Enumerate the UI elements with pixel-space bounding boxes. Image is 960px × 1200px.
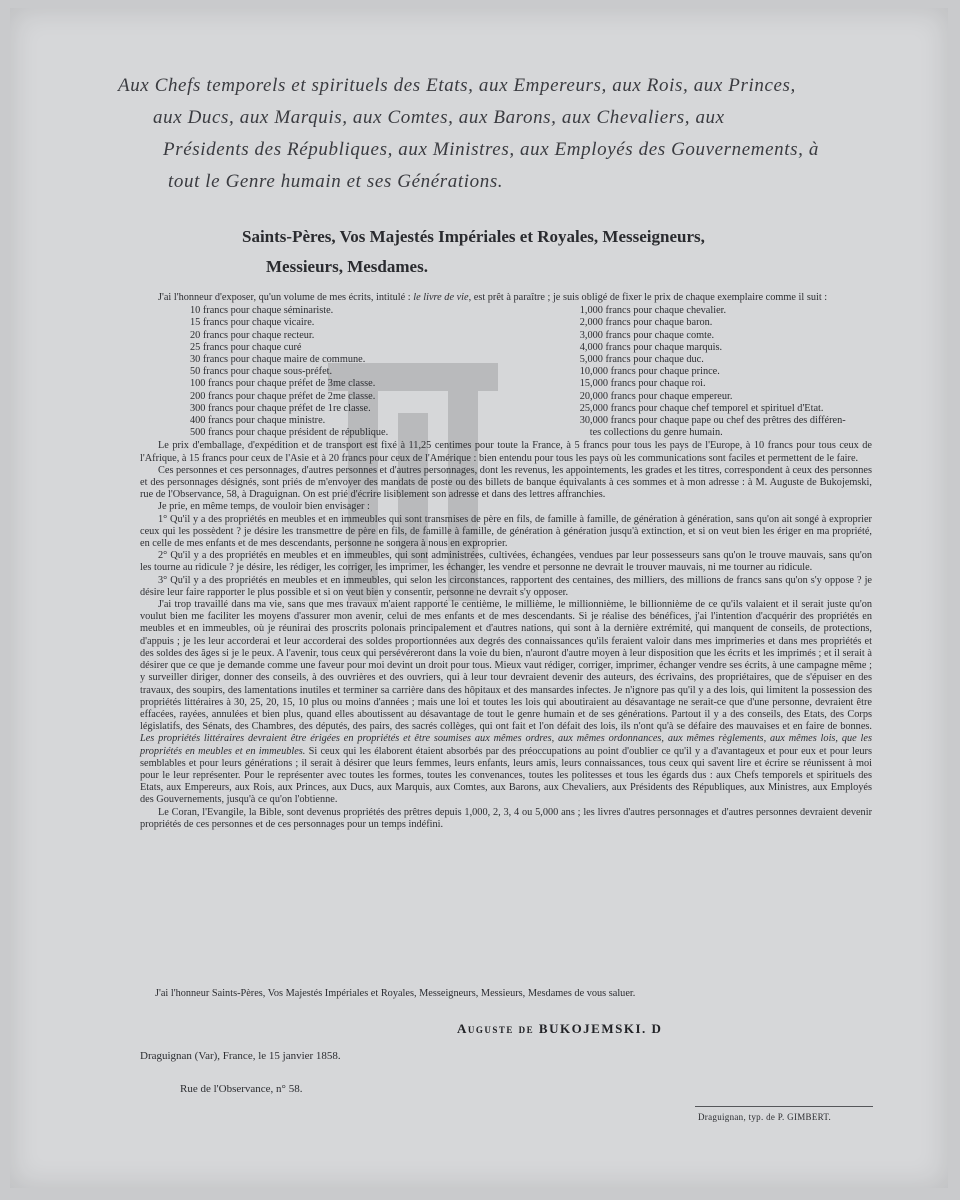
price-item: 200 francs pour chaque préfet de 2me classe.: [190, 390, 376, 402]
price-item: 20,000 francs pour chaque empereur.: [579, 390, 733, 402]
price-item: 20 francs pour chaque recteur.: [190, 329, 315, 341]
price-item: 10,000 francs pour chaque prince.: [579, 366, 720, 378]
price-item: 100 francs pour chaque préfet de 3me classe.: [190, 378, 376, 390]
price-item: 3,000 francs pour chaque comte.: [579, 329, 715, 341]
printer-rule: [695, 1106, 873, 1107]
price-item: 4,000 francs pour chaque marquis.: [579, 341, 723, 353]
paragraph-shipping: Le prix d'emballage, d'expédition et de transport est fixé à 11,25 centimes pour toute la France, à 5 francs pour tous les pays de l'Europe, à 10 francs pour tous ceux de l'Afrique, à 15 francs pour ceux de l'Asie et à 20 francs pour ceux de l'Amérique : bien entendu pour tous les pays où les communications sont faciles et permettent de le faire.: [140, 440, 872, 464]
price-item: 10 francs pour chaque séminariste.: [190, 305, 334, 317]
price-list-right: [580, 305, 872, 439]
paragraph-request: Je prie, en même temps, de vouloir bien envisager :: [158, 501, 370, 513]
price-item: 15,000 francs pour chaque roi.: [579, 378, 706, 390]
signature: Auguste de BUKOJEMSKI. D: [457, 1021, 663, 1036]
price-item: 15 francs pour chaque vicaire.: [190, 317, 315, 329]
address-line: Aux Chefs temporels et spirituels des Etats, aux Empereurs, aux Rois, aux Princes,: [118, 75, 796, 96]
paragraph-payment: Ces personnes et ces personnages, d'autres personnes et d'autres personnages, dont les revenus, les appointements, les grades et les titres, correspondent à ceux des personnes et des personnages désignés, sont priés de m'envoyer des mandats de poste ou des billets de banque équivalants à ces sommes et à mon adresse : à M. Auguste de Bukojemski, rue de l'Observance, 58, à Draguignan. On est prié d'écrire lisiblement son adresse et dans des lettres affranchies.: [140, 464, 872, 501]
salutation-line: Saints-Pères, Vos Majestés Impériales et Royales, Messeigneurs,: [242, 227, 705, 246]
price-item: 30 francs pour chaque maire de commune.: [190, 354, 366, 366]
price-item: 1,000 francs pour chaque chevalier.: [579, 305, 727, 317]
price-item: 30,000 francs pour chaque pape ou chef des prêtres des différen-: [579, 415, 846, 427]
street-address: Rue de l'Observance, n° 58.: [180, 1083, 303, 1095]
paragraph-point-3: 3° Qu'il y a des propriétés en meubles et en immeubles, qui selon les circonstances, rapportent des centaines, des milliers, des millions de francs sans qu'on s'y oppose ? je désire leur faire rapporter le plus possible et si on veut bien y consentir, personne ne devrait s'y opposer.: [140, 574, 872, 598]
address-line: tout le Genre humain et ses Générations.: [168, 171, 504, 192]
price-item: 25 francs pour chaque curé: [190, 341, 302, 353]
price-item: tes collections du genre humain.: [589, 427, 723, 439]
price-item: 25,000 francs pour chaque chef temporel et spirituel d'Etat.: [579, 402, 824, 414]
price-item: 5,000 francs pour chaque duc.: [579, 354, 704, 366]
place-date: Draguignan (Var), France, le 15 janvier 1858.: [140, 1050, 341, 1062]
price-item: 400 francs pour chaque ministre.: [190, 415, 326, 427]
address-block: [118, 70, 878, 198]
address-line: aux Ducs, aux Marquis, aux Comtes, aux Barons, aux Chevaliers, aux: [153, 107, 725, 128]
price-item: 300 francs pour chaque préfet de 1re classe.: [190, 402, 371, 414]
letter-body: [140, 292, 872, 831]
document-page: [10, 8, 948, 1188]
closing-line: J'ai l'honneur Saints-Pères, Vos Majestés Impériales et Royales, Messeigneurs, Messieurs, Mesdames de vous saluer.: [155, 988, 636, 999]
intro-paragraph: J'ai l'honneur d'exposer, qu'un volume de mes écrits, intitulé : le livre de vie, est prêt à paraître ; je suis obligé de fixer le prix de chaque exemplaire comme il suit :: [158, 292, 828, 303]
price-item: 500 francs pour chaque président de république.: [190, 427, 389, 439]
paragraph-point-2: 2° Qu'il y a des propriétés en meubles et en immeubles, qui sont administrées, cultivées, échangées, vendues par leur possesseurs sans qu'on le trouve mauvais, sans qu'on les tourne au ridicule ? je désire, les rédiger, les corriger, les imprimer, les échanger, les vendre et personne ne devrait le trouver mauvais, ni me tourner au ridicule.: [140, 550, 872, 574]
price-item: 50 francs pour chaque sous-préfet.: [190, 366, 333, 378]
printer-credit: Draguignan, typ. de P. GIMBERT.: [698, 1112, 832, 1122]
address-line: Présidents des Républiques, aux Ministres, aux Employés des Gouvernements, à: [163, 139, 819, 160]
salutation: [242, 222, 802, 282]
price-list: [140, 305, 872, 439]
book-title: le livre de vie: [413, 292, 469, 303]
price-item: 2,000 francs pour chaque baron.: [579, 317, 713, 329]
salutation-line: Messieurs, Mesdames.: [266, 257, 428, 276]
paragraph-work: J'ai trop travaillé dans ma vie, sans que mes travaux m'aient rapporté le centième, le millième, le millionnième, le billionnième de ce qu'ils valaient et il serait juste qu'on voulut bien me faciliter les moyens d'assurer mon avenir, celui de mes enfants et de mes descendants. Si je réalise des bénéfices, j'ai l'intention d'acquérir des propriétés en meubles et en immeubles, où je réunirai des proscrits polonais principalement et d'autres nations, qui sont à la dernière extrémité, qui manquent de conseils, de protections, d'appuis ; je les leur accorderai et leur accorderai des soldes proportionnées aux degrés des connaissances qu'ils feraient valoir dans mes imprimeries et dans mes propriétés et des soldes des âges si je le peux. A l'avenir, tous ceux qui persévéreront dans la voie du bien, n'auront d'autre moyen à leur disposition que les écrits et les imprimés ; et il serait à désirer que ce que je demande comme une faveur pour moi devint un droit pour tous. Mieux vaut rédiger, corriger, imprimer, échanger vendre ses écrits, à une campagne même ; y surveiller diriger, donner des conseils, à des ouvrières et des ouvriers, qui à leur tour devraient devenir des auteurs, des écrivains, des propriétaires, que de s'épuiser en des travaux, des soupirs, des lamentations inutiles et terminer sa carrière dans des hôpitaux et des mansardes infectes. Je n'ignore pas qu'il y a des lois, qui limitent la possession des propriétés littéraires à 30, 25, 20, 15, 10 plus ou moins d'années ; mais une loi et toutes les lois qui aboutiraient au désavantage ne serait-ce que d'une personne, devraient être effacées, rayées, annulées et bien plus, quand elles aboutissent au désavantage de tout le genre humain et de ses générations. Partout il y a des conseils, des Etats, des Corps législatifs, des Sénats, des Chambres, des députés, des pairs, des sacrés collèges, qui ont fait et l'on défait des lois, ils n'ont qu'à se défaire des mauvaises et en faire de bonnes. Les propriétés littéraires devraient être érigées en propriétés et être soumises aux mêmes ordres, aux mêmes ordonnances, aux mêmes règlements, aux mêmes lois, que les propriétés en meubles et en immeubles. Si ceux qui les élaborent étaient absorbés par des préoccupations au point d'oublier ce qu'il y a d'avantageux et pour eux et pour leurs semblables et pour leurs générations ; il serait à désirer que leurs femmes, leurs enfants, leurs amis, leurs connaissances, tous ceux qui savent lire et écrire se réunissent à moi pour le leur représenter. Pour le représenter avec toutes les formes, toutes les convenances, toutes les politesses et tous les égards dus : aux Chefs temporels et spirituels des Etats, aux Empereurs, aux Rois, aux Princes, aux Ducs, aux Marquis, aux Comtes, aux Barons, aux Chevaliers, aux Présidents des Républiques, aux Ministres, aux Employés des Gouvernements, jusqu'à ce qu'on l'obtienne.: [140, 599, 872, 806]
price-list-left: [140, 305, 580, 439]
paragraph-point-1: 1° Qu'il y a des propriétés en meubles et en immeubles qui sont transmises de père en fils, de famille à famille, de génération à génération, sans qu'on ait songé à exproprier ceux qui les possèdent ? je désire les transmettre de père en fils, de famille à famille, de génération à génération jusqu'à extinction, et si on veut bien les ériger en ma propriété, en celle de mes enfants et de mes descendants, personne ne songera à nous en exproprier.: [140, 513, 872, 550]
paragraph-coran: Le Coran, l'Evangile, la Bible, sont devenus propriétés des prêtres depuis 1,000, 2, 3, 4 ou 5,000 ans ; les livres d'autres personnages et d'autres personnes devraient devenir propriétés de ces personnes et de ces personnages pour un temps indéfini.: [140, 806, 872, 830]
